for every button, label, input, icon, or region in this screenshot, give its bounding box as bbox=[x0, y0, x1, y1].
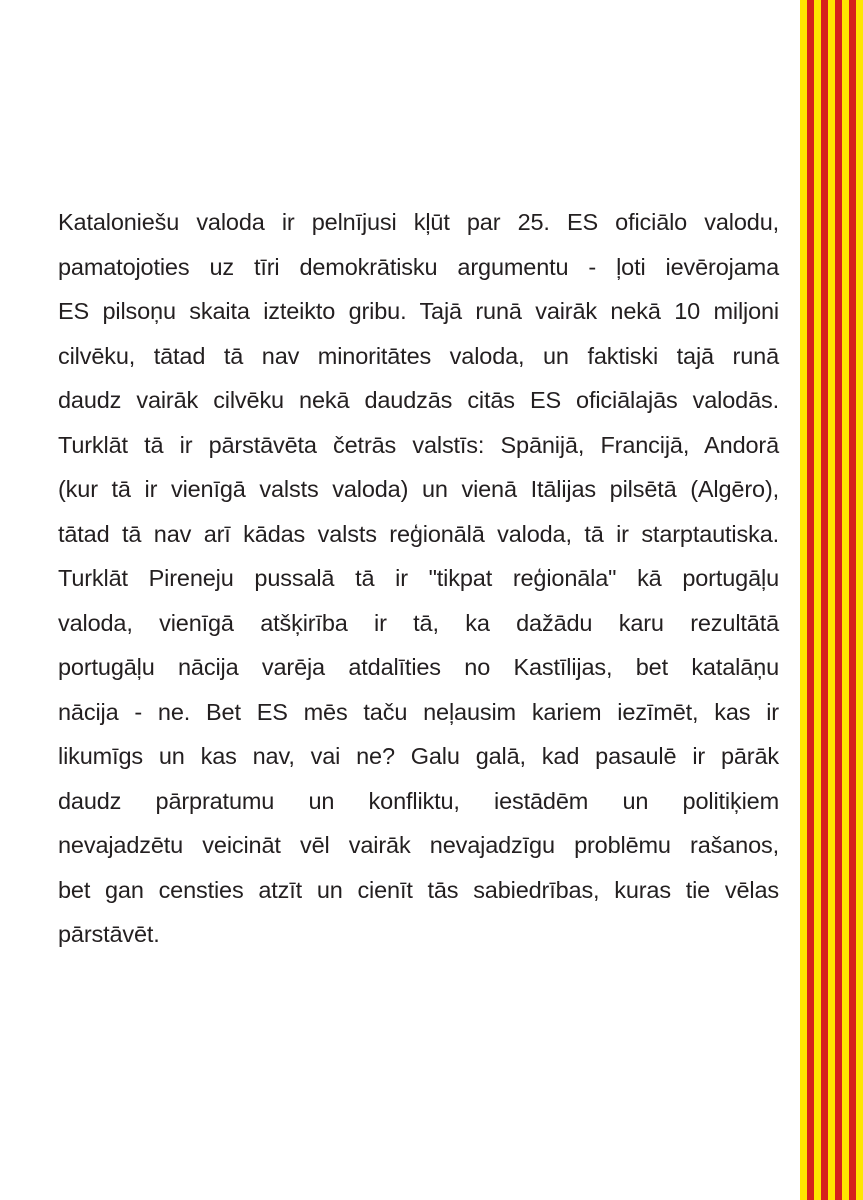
body-paragraph bbox=[58, 200, 779, 957]
paragraph-line: nevajadzētu veicināt vēl vairāk nevajadzīgu problēmu rašanos, bbox=[58, 832, 779, 858]
paragraph-line: portugāļu nācija varēja atdalīties no Kastīlijas, bet katalāņu bbox=[58, 654, 779, 680]
paragraph-line: daudz pārpratumu un konfliktu, iestādēm un politiķiem bbox=[58, 787, 779, 814]
paragraph-line: nācija - ne. Bet ES mēs taču neļausim kariem iezīmēt, kas ir bbox=[58, 698, 779, 725]
paragraph-line: valoda, vienīgā atšķirība ir tā, ka dažādu karu rezultātā bbox=[58, 609, 779, 636]
paragraph-line: cilvēku, tātad tā nav minoritātes valoda, un faktiski tajā runā bbox=[58, 342, 779, 369]
paragraph-line: daudz vairāk cilvēku nekā daudzās citās ES oficiālajās valodās. bbox=[58, 387, 779, 413]
paragraph-line: ES pilsoņu skaita izteikto gribu. Tajā runā vairāk nekā 10 miljoni bbox=[58, 298, 779, 324]
paragraph-line-last: pārstāvēt. bbox=[58, 921, 160, 947]
paragraph-line: Turklāt tā ir pārstāvēta četrās valstīs: Spānijā, Francijā, Andorā bbox=[58, 431, 779, 458]
paragraph-line: bet gan censties atzīt un cienīt tās sabiedrības, kuras tie vēlas bbox=[58, 876, 779, 903]
catalan-flag-stripes bbox=[800, 0, 863, 1200]
paragraph-line: likumīgs un kas nav, vai ne? Galu galā, kad pasaulē ir pārāk bbox=[58, 743, 779, 769]
paragraph-line: Kataloniešu valoda ir pelnījusi kļūt par 25. ES oficiālo valodu, bbox=[58, 209, 779, 235]
paragraph-line: (kur tā ir vienīgā valsts valoda) un vienā Itālijas pilsētā (Algēro), bbox=[58, 476, 779, 502]
paragraph-line: tātad tā nav arī kādas valsts reģionālā valoda, tā ir starptautiska. bbox=[58, 520, 779, 547]
paragraph-line: Turklāt Pireneju pussalā tā ir "tikpat reģionāla" kā portugāļu bbox=[58, 565, 779, 591]
paragraph-line: pamatojoties uz tīri demokrātisku argumentu - ļoti ievērojama bbox=[58, 253, 779, 280]
